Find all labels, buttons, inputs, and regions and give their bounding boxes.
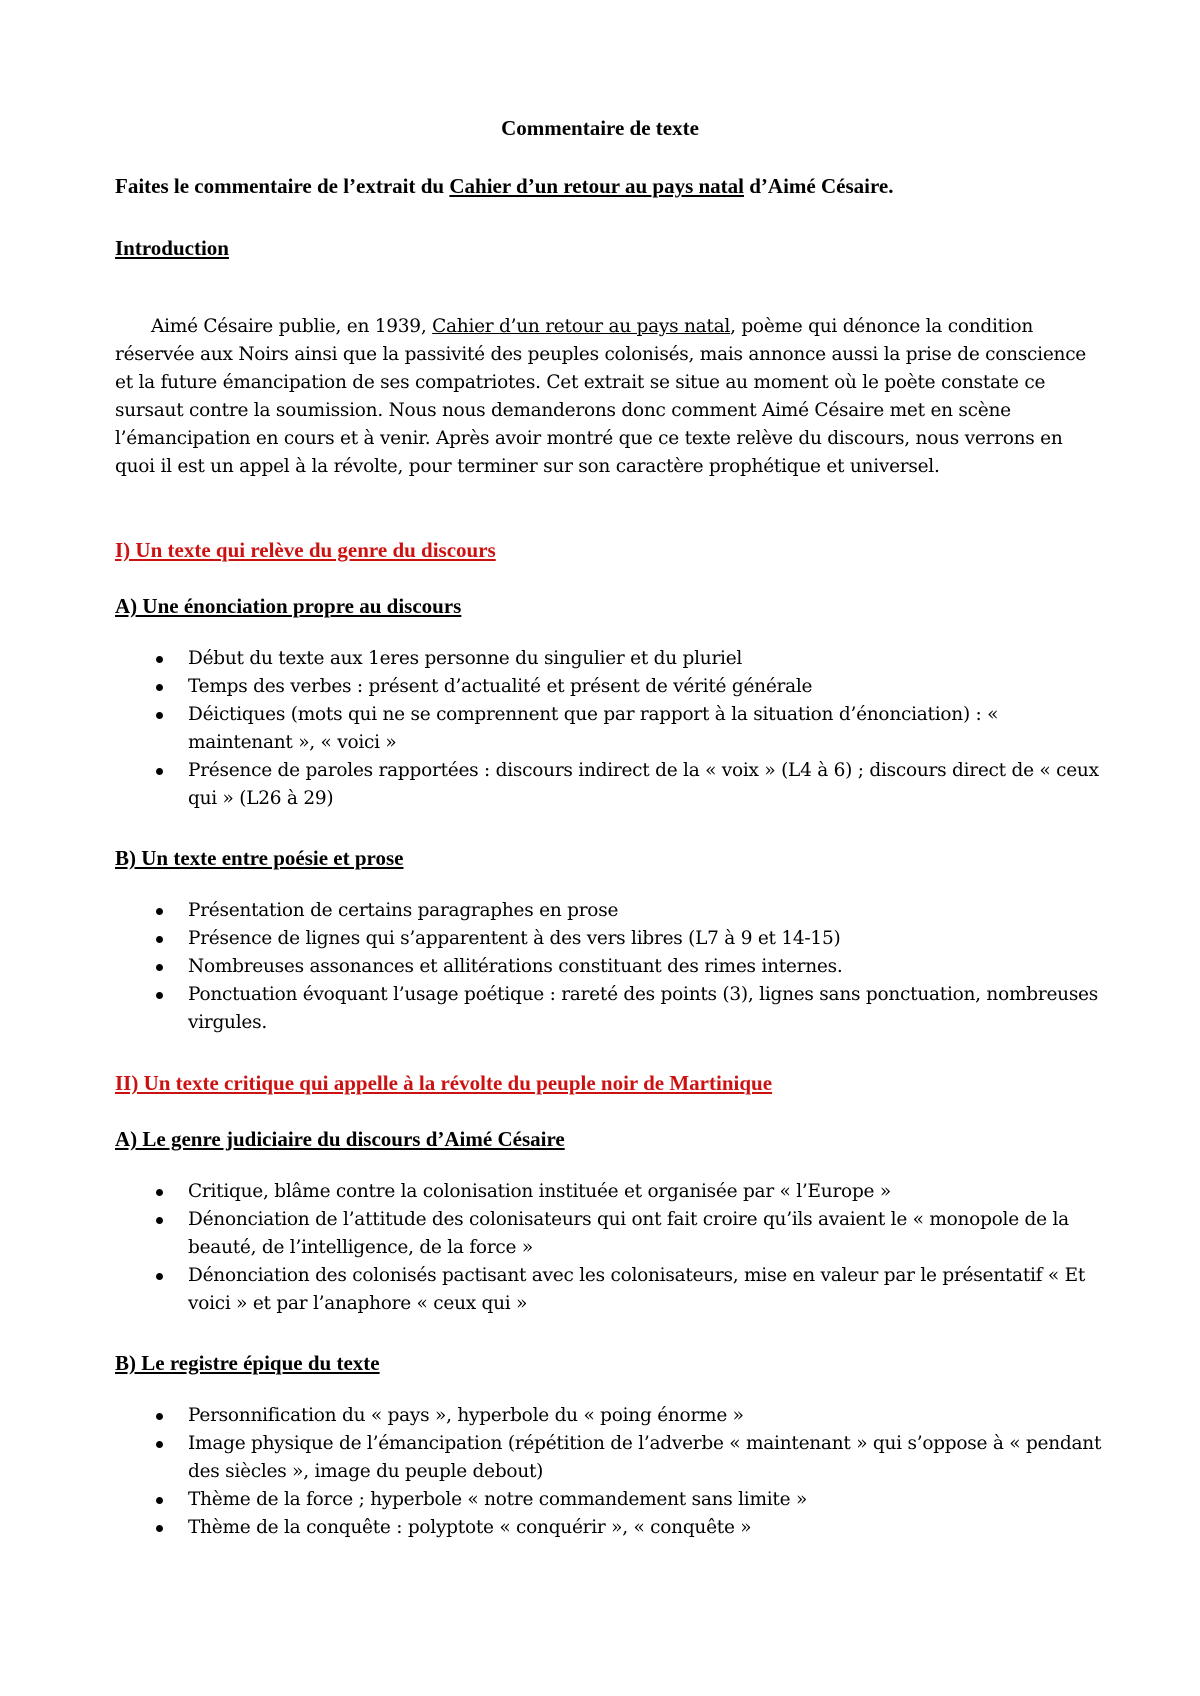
bullet-icon [156, 936, 163, 943]
bullet-icon [156, 964, 163, 971]
intro-text-before: Aimé Césaire publie, en 1939, [151, 316, 433, 337]
bullet-icon [156, 768, 163, 775]
list-item: Temps des verbes : présent d’actualité et présent de vérité générale [188, 673, 1108, 701]
list-item: Présence de paroles rapportées : discours indirect de la « voix » (L4 à 6) ; discours direct de « ceux qui » (L26 à 29) [188, 757, 1108, 813]
intro-work-title: Cahier d’un retour au pays natal [432, 316, 731, 337]
part-1b-list [188, 897, 1108, 1037]
bullet-icon [156, 1441, 163, 1448]
bullet-icon [156, 1497, 163, 1504]
assignment-subject [115, 174, 894, 199]
part-2a-list [188, 1178, 1108, 1318]
bullet-icon [156, 992, 163, 999]
part-2a-heading: A) Le genre judiciaire du discours d’Aimé Césaire [115, 1127, 565, 1151]
bullet-icon [156, 712, 163, 719]
part-2b-list [188, 1402, 1108, 1542]
bullet-icon [156, 1189, 163, 1196]
bullet-icon [156, 1525, 163, 1532]
list-item: Présence de lignes qui s’apparentent à des vers libres (L7 à 9 et 14-15) [188, 925, 1108, 953]
bullet-icon [156, 1217, 163, 1224]
document-title: Commentaire de texte [501, 116, 699, 140]
subject-suffix: d’Aimé Césaire. [744, 174, 894, 198]
part-2-heading: II) Un texte critique qui appelle à la révolte du peuple noir de Martinique [115, 1071, 773, 1095]
list-item: Ponctuation évoquant l’usage poétique : rareté des points (3), lignes sans ponctuation, nombreuses virgules. [188, 981, 1108, 1037]
bullet-icon [156, 684, 163, 691]
subject-work-title: Cahier d’un retour au pays natal [449, 174, 744, 198]
part-1a-heading: A) Une énonciation propre au discours [115, 594, 462, 618]
list-item: Dénonciation de l’attitude des colonisateurs qui ont fait croire qu’ils avaient le « monopole de la beauté, de l’intelligence, de la force » [188, 1206, 1108, 1262]
list-item: Dénonciation des colonisés pactisant avec les colonisateurs, mise en valeur par le présentatif « Et voici » et par l’anaphore « ceux qui » [188, 1262, 1108, 1318]
list-item: Déictiques (mots qui ne se comprennent que par rapport à la situation d’énonciation) : « maintenant », « voici » [188, 701, 1108, 757]
list-item: Nombreuses assonances et allitérations constituant des rimes internes. [188, 953, 1108, 981]
bullet-icon [156, 1273, 163, 1280]
intro-text-after: , poème qui dénonce la condition réservée aux Noirs ainsi que la passivité des peuples colonisés, mais annonce aussi la prise de conscience et la future émancipation de ses compatriotes. Cet extrait se situe au moment où le poète constate ce sursaut contre la soumission. Nous nous demanderons donc comment Aimé Césaire met en scène l’émancipation en cours et à venir. Après avoir montré que ce texte relève du discours, nous verrons en quoi il est un appel à la révolte, pour terminer sur son caractère prophétique et universel. [115, 316, 1087, 477]
introduction-paragraph [115, 313, 1100, 480]
part-1-heading: I) Un texte qui relève du genre du discours [115, 538, 496, 562]
introduction-heading: Introduction [115, 236, 229, 260]
list-item: Image physique de l’émancipation (répétition de l’adverbe « maintenant » qui s’oppose à « pendant des siècles », image du peuple debout) [188, 1430, 1108, 1486]
list-item: Personnification du « pays », hyperbole du « poing énorme » [188, 1402, 1108, 1430]
list-item: Présentation de certains paragraphes en prose [188, 897, 1108, 925]
bullet-icon [156, 1413, 163, 1420]
list-item: Début du texte aux 1eres personne du singulier et du pluriel [188, 645, 1108, 673]
part-2b-heading: B) Le registre épique du texte [115, 1351, 380, 1375]
list-item: Thème de la force ; hyperbole « notre commandement sans limite » [188, 1486, 1108, 1514]
part-1a-list [188, 645, 1108, 812]
bullet-icon [156, 908, 163, 915]
list-item: Critique, blâme contre la colonisation instituée et organisée par « l’Europe » [188, 1178, 1108, 1206]
bullet-icon [156, 656, 163, 663]
part-1b-heading: B) Un texte entre poésie et prose [115, 846, 404, 870]
list-item: Thème de la conquête : polyptote « conquérir », « conquête » [188, 1514, 1108, 1542]
subject-prefix: Faites le commentaire de l’extrait du [115, 174, 450, 198]
